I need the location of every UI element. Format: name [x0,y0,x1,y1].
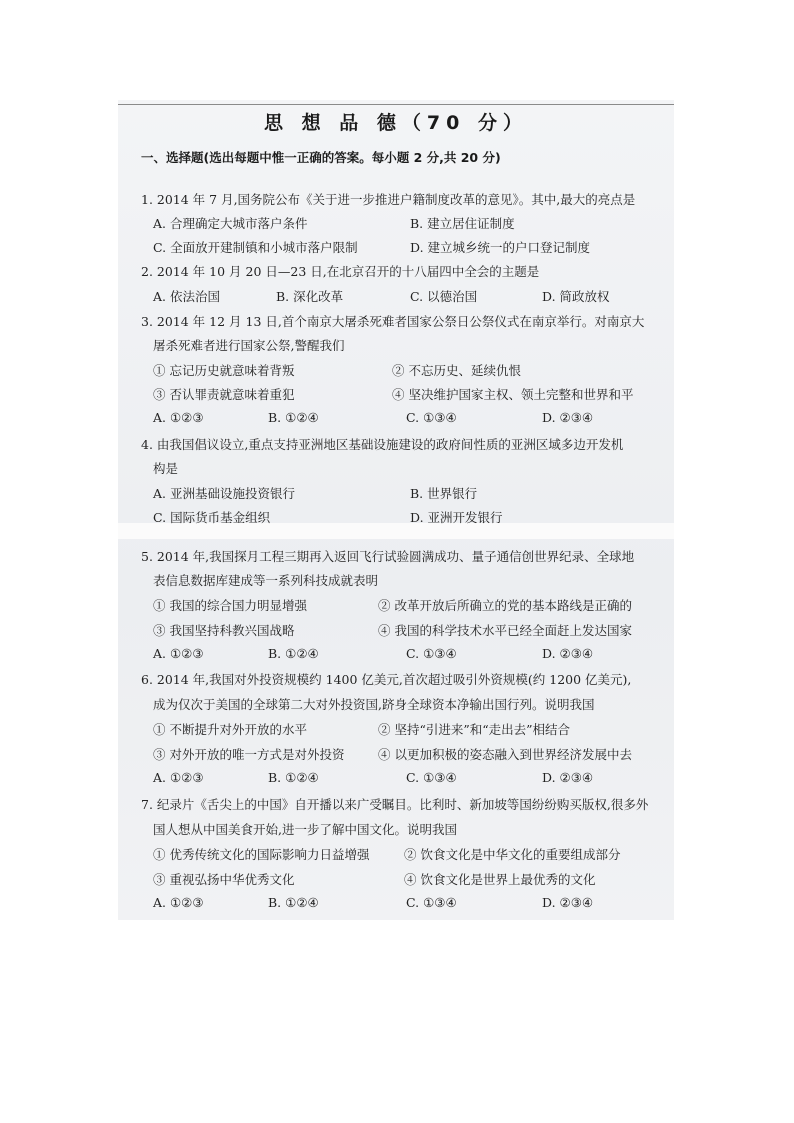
q6-statement-2: ② 坚持“引进来”和“走出去”相结合 [378,722,571,737]
q6-option-c: C. ①③④ [406,770,457,785]
question-1-stem: 1. 2014 年 7 月,国务院公布《关于进一步推进户籍制度改革的意见》。其中,最大的亮点是 [141,192,636,207]
q7-statement-1: ① 优秀传统文化的国际影响力日益增强 [153,847,370,862]
q4-option-c: C. 国际货币基金组织 [153,510,271,525]
q3-statement-3: ③ 否认罪责就意味着重犯 [153,387,295,402]
question-5-stem-line2: 表信息数据库建成等一系列科技成就表明 [153,573,379,588]
q4-option-d: D. 亚洲开发银行 [410,510,503,525]
question-6-stem-line2: 成为仅次于美国的全球第二大对外投资国,跻身全球资本净输出国行列。说明我国 [153,697,595,712]
q1-option-d: D. 建立城乡统一的户口登记制度 [410,240,591,255]
q6-option-a: A. ①②③ [153,770,204,785]
q5-statement-4: ④ 我国的科学技术水平已经全面赶上发达国家 [378,623,632,638]
q7-option-a: A. ①②③ [153,895,204,910]
q3-statement-1: ① 忘记历史就意味着背叛 [153,363,295,378]
q7-statement-4: ④ 饮食文化是世界上最优秀的文化 [404,872,596,887]
q5-option-d: D. ②③④ [542,646,594,661]
q3-option-b: B. ①②④ [268,410,319,425]
question-6-stem-line1: 6. 2014 年,我国对外投资规模约 1400 亿美元,首次超过吸引外资规模(约 1200 亿美元), [141,672,632,687]
q5-option-a: A. ①②③ [153,646,204,661]
q3-option-a: A. ①②③ [153,410,204,425]
q5-statement-3: ③ 我国坚持科教兴国战略 [153,623,295,638]
q2-option-b: B. 深化改革 [276,289,344,304]
q5-option-b: B. ①②④ [268,646,319,661]
question-4-stem-line1: 4. 由我国倡议设立,重点支持亚洲地区基础设施建设的政府间性质的亚洲区域多边开发机 [141,437,624,452]
question-7-stem-line2: 国人想从中国美食开始,进一步了解中国文化。说明我国 [153,822,457,837]
q7-option-d: D. ②③④ [542,895,594,910]
q7-statement-3: ③ 重视弘扬中华优秀文化 [153,872,295,887]
q1-option-c: C. 全面放开建制镇和小城市落户限制 [153,240,358,255]
q3-statement-4: ④ 坚决维护国家主权、领土完整和世界和平 [392,387,634,402]
question-4-stem-line2: 构是 [153,461,179,476]
question-2-stem: 2. 2014 年 10 月 20 日—23 日,在北京召开的十八届四中全会的主题是 [141,264,540,279]
q3-option-c: C. ①③④ [406,410,457,425]
question-3-stem-line1: 3. 2014 年 12 月 13 日,首个南京大屠杀死难者国家公祭日公祭仪式在南京举行。对南京大 [141,314,645,329]
q2-option-d: D. 简政放权 [542,289,610,304]
q2-option-c: C. 以德治国 [410,289,478,304]
q1-option-b: B. 建立居住证制度 [410,216,515,231]
q3-statement-2: ② 不忘历史、延续仇恨 [392,363,521,378]
question-3-stem-line2: 屠杀死难者进行国家公祭,警醒我们 [153,338,345,353]
q7-option-c: C. ①③④ [406,895,457,910]
q3-option-d: D. ②③④ [542,410,594,425]
q4-option-b: B. 世界银行 [410,486,478,501]
q6-statement-3: ③ 对外开放的唯一方式是对外投资 [153,747,345,762]
q6-statement-4: ④ 以更加积极的姿态融入到世界经济发展中去 [378,747,632,762]
q4-option-a: A. 亚洲基础设施投资银行 [153,486,295,501]
header-rule [118,104,674,105]
q6-statement-1: ① 不断提升对外开放的水平 [153,722,307,737]
q5-statement-1: ① 我国的综合国力明显增强 [153,598,307,613]
q6-option-d: D. ②③④ [542,770,594,785]
q1-option-a: A. 合理确定大城市落户条件 [153,216,308,231]
q6-option-b: B. ①②④ [268,770,319,785]
question-5-stem-line1: 5. 2014 年,我国探月工程三期再入返回飞行试验圆满成功、量子通信创世界纪录、全球地 [141,549,635,564]
q5-statement-2: ② 改革开放后所确立的党的基本路线是正确的 [378,598,632,613]
q2-option-a: A. 依法治国 [153,289,220,304]
q7-option-b: B. ①②④ [268,895,319,910]
q7-statement-2: ② 饮食文化是中华文化的重要组成部分 [404,847,621,862]
q5-option-c: C. ①③④ [406,646,457,661]
question-7-stem-line1: 7. 纪录片《舌尖上的中国》自开播以来广受瞩目。比利时、新加坡等国纷纷购买版权,很多外 [141,797,649,812]
page-title: 思 想 品 德（70 分） [264,112,528,134]
section-heading: 一、选择题(选出每题中惟一正确的答案。每小题 2 分,共 20 分) [141,150,501,165]
